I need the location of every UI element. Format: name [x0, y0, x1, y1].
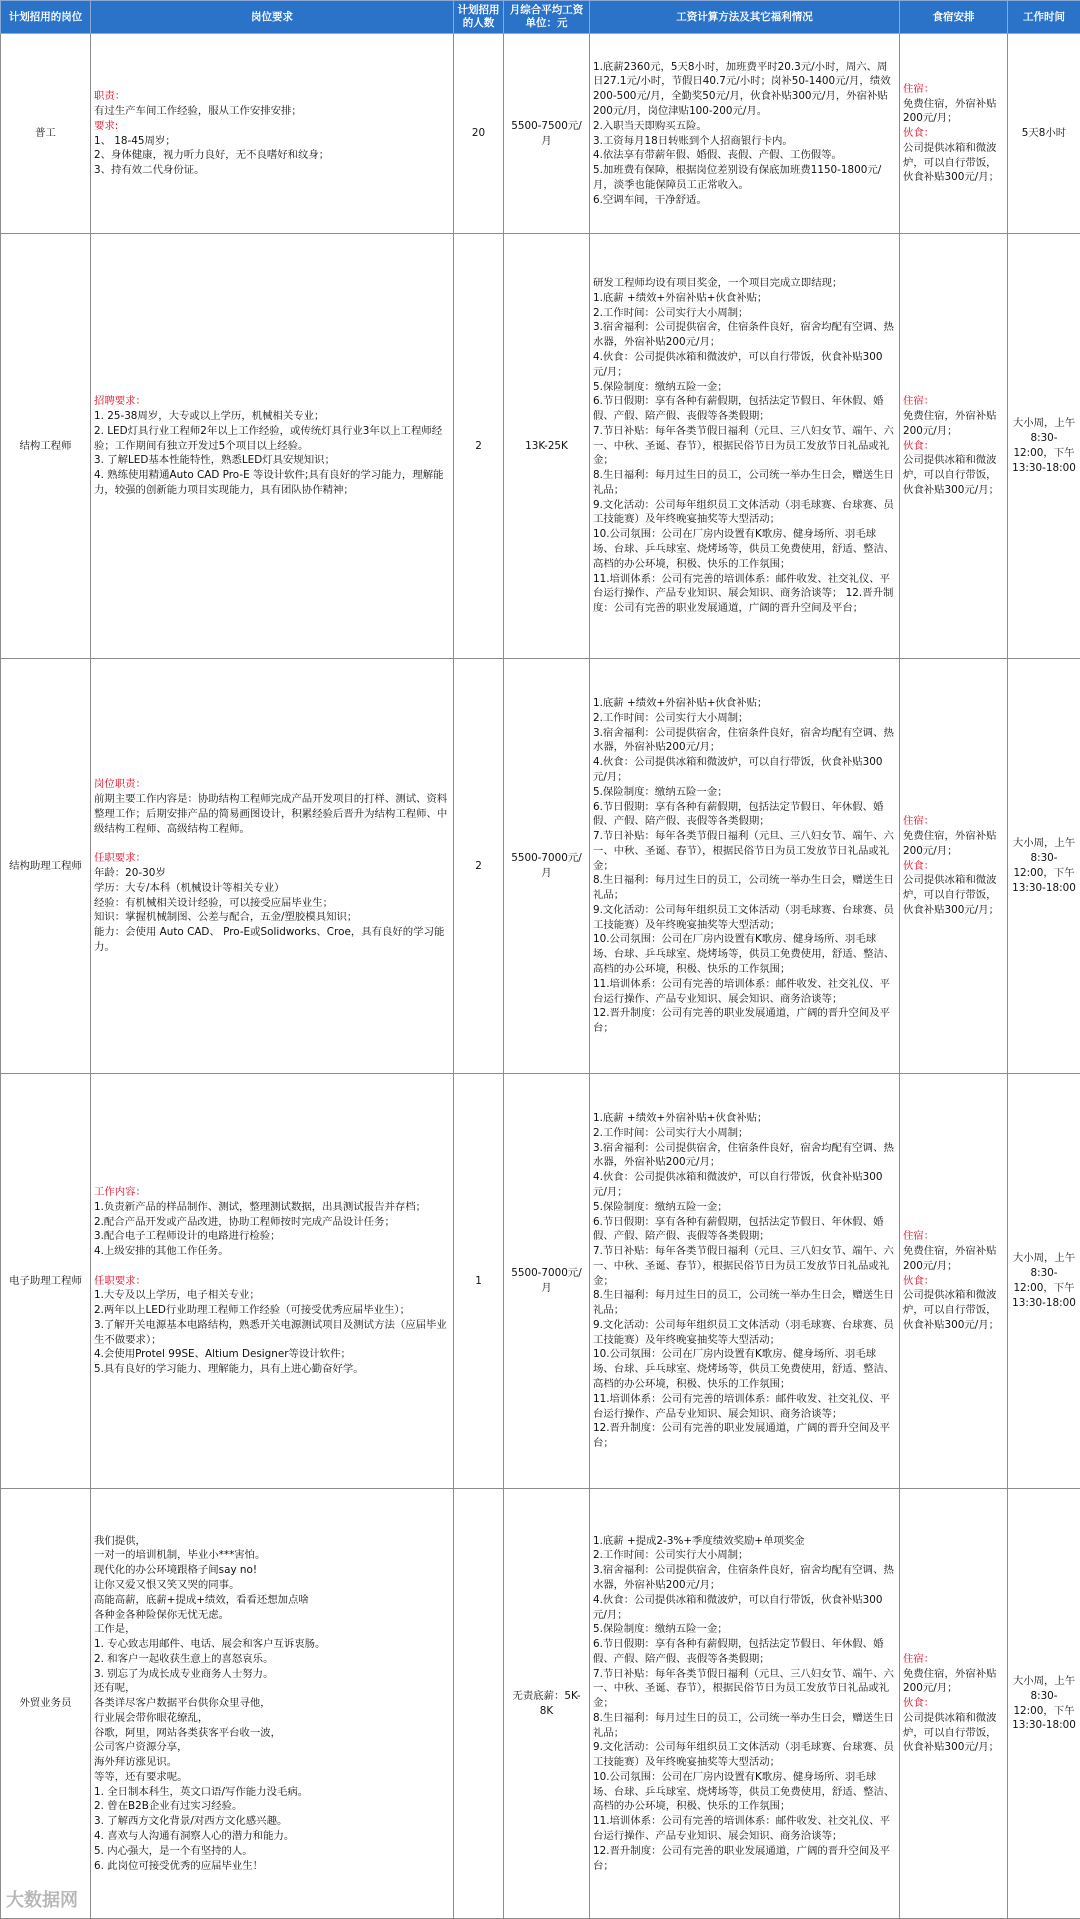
salary-cell: 5500-7500元/月	[504, 34, 590, 234]
food-text: 公司提供冰箱和微波炉，可以自行带饭，伙食补贴300元/月；	[903, 1711, 1004, 1755]
salary-cell: 13K-25K	[504, 234, 590, 659]
requirements-heading: 任职要求：	[94, 1259, 450, 1289]
requirements-text: 年龄：20-30岁 学历：大专/本科（机械设计等相关专业） 经验：有机械相关设计经验，可以接受应届毕业生； 知识：掌握机械制图、公差与配合，五金/塑胶模具知识； 能力：会使用 Auto CAD、 Pro-E或Solidworks、Croe，具有良好的学习能力。	[94, 866, 450, 955]
requirements-text: 1、 18-45周岁； 2、身体健康，视力听力良好，无不良嗜好和纹身； 3、持有效二代身份证。	[94, 134, 450, 178]
food-text: 公司提供冰箱和微波炉，可以自行带饭，伙食补贴300元/月；	[903, 1288, 1004, 1332]
header-benefits: 工资计算方法及其它福利情况	[590, 1, 900, 34]
hours-cell: 大小周，上午8:30-12:00，下午13:30-18:00	[1008, 1489, 1080, 1919]
requirements-heading: 工作内容：	[94, 1185, 450, 1200]
requirements-text: 我们提供， 一对一的培训机制，毕业小***害怕。 现代化的办公环境跟格子间say no! 让你又爱又恨又笑又哭的同事。 高能高薪，底薪+提成+绩效，看看还想加点啥 各种金各种险保你无忧无虑。 工作是， 1. 专心致志用邮件、电话、展会和客户互诉衷肠。 2. 和客户一起收获生意上的喜怒哀乐。 3. 别忘了为成长成专业商务人士努力。 还有呢， 各类详尽客户数据平台供你众里寻他， 行业展会带你眼花缭乱， 谷歌，阿里，网站各类获客平台收一波， 公司客户资源分享， 海外拜访涨见识。 等等，还有要求呢。 1. 全日制本科生，英文口语/写作能力没毛病。 2. 曾在B2B企业有过实习经验。 3. 了解西方文化背景/对西方文化感兴趣。 4. 喜欢与人沟通有洞察人心的潜力和能力。 5. 内心强大，是一个有坚持的人。 6. 此岗位可接受优秀的应届毕业生！	[94, 1534, 450, 1874]
header-requirements: 岗位要求	[91, 1, 454, 34]
food-cell	[900, 1489, 1008, 1919]
table-row	[1, 1489, 1080, 1919]
table-row	[1, 234, 1080, 659]
requirements-text: 1.大专及以上学历，电子相关专业； 2.两年以上LED行业助理工程师工作经验（可接受优秀应届毕业生）； 3.了解开关电源基本电路结构，熟悉开关电源测试项目及测试方法（应届毕业生不做要求）； 4.会使用Protel 99SE、Altium Designer等设计软件； 5.具有良好的学习能力、理解能力，具有上进心勤奋好学。	[94, 1288, 450, 1377]
count-cell: 2	[454, 234, 504, 659]
benefits-cell: 研发工程师均设有项目奖金，一个项目完成立即结现； 1.底薪 +绩效+外宿补贴+伙食补贴； 2.工作时间：公司实行大小周制； 3.宿舍福利：公司提供宿舍，住宿条件良好，宿舍均配有空调、热水器，外宿补贴200元/月； 4.伙食：公司提供冰箱和微波炉，可以自行带饭，伙食补贴300元/月； 5.保险制度：缴纳五险一金； 6.节日假期：享有各种有薪假期，包括法定节假日、年休假、婚假、产假、陪产假、丧假等各类假期； 7.节日补贴：每年各类节假日福利（元旦、三八妇女节、端午、六一、中秋、圣诞、春节），根据民俗节日为员工发放节日礼品或礼金； 8.生日福利：每月过生日的员工，公司统一举办生日会，赠送生日礼品； 9.文化活动：公司每年组织员工文体活动（羽毛球赛、台球赛、员工技能赛）及年终晚宴抽奖等大型活动； 10.公司氛围：公司在厂房内设置有K歌房、健身场所、羽毛球场、台球、乒乓球室、烧烤场等，供员工免费使用，舒适、整洁、高档的办公环境，积极、快乐的工作氛围； 11.培训体系：公司有完善的培训体系：邮件收发、社交礼仪、平台运行操作、产品专业知识、展会知识、商务洽谈等； 12.晋升制度：公司有完善的职业发展通道，广阔的晋升空间及平台；	[590, 234, 900, 659]
header-food: 食宿安排	[900, 1, 1008, 34]
hours-cell: 大小周，上午8:30-12:00，下午13:30-18:00	[1008, 234, 1080, 659]
requirements-cell	[91, 1489, 454, 1919]
requirements-heading: 岗位职责：	[94, 777, 450, 792]
requirements-text: 有过生产车间工作经验，服从工作安排安排；	[94, 104, 450, 119]
count-cell	[454, 1489, 504, 1919]
position-cell: 结构助理工程师	[1, 659, 91, 1074]
benefits-cell: 1.底薪 +绩效+外宿补贴+伙食补贴； 2.工作时间：公司实行大小周制； 3.宿舍福利：公司提供宿舍，住宿条件良好，宿舍均配有空调、热水器，外宿补贴200元/月； 4.伙食：公司提供冰箱和微波炉，可以自行带饭，伙食补贴300元/月； 5.保险制度：缴纳五险一金； 6.节日假期：享有各种有薪假期，包括法定节假日、年休假、婚假、产假、陪产假、丧假等各类假期； 7.节日补贴：每年各类节假日福利（元旦、三八妇女节、端午、六一、中秋、圣诞、春节），根据民俗节日为员工发放节日礼品或礼金； 8.生日福利：每月过生日的员工，公司统一举办生日会，赠送生日礼品； 9.文化活动：公司每年组织员工文体活动（羽毛球赛、台球赛、员工技能赛）及年终晚宴抽奖等大型活动； 10.公司氛围：公司在厂房内设置有K歌房、健身场所、羽毛球场、台球、乒乓球室、烧烤场等，供员工免费使用，舒适、整洁、高档的办公环境，积极、快乐的工作氛围； 11.培训体系：公司有完善的培训体系：邮件收发、社交礼仪、平台运行操作、产品专业知识、展会知识、商务洽谈等； 12.晋升制度：公司有完善的职业发展通道，广阔的晋升空间及平台；	[590, 659, 900, 1074]
food-text: 免费住宿，外宿补贴200元/月；	[903, 1667, 1004, 1697]
table-row	[1, 659, 1080, 1074]
position-cell: 普工	[1, 34, 91, 234]
food-heading: 住宿：	[903, 1229, 1004, 1244]
position-cell: 电子助理工程师	[1, 1074, 91, 1489]
benefits-cell: 1.底薪2360元，5天8小时，加班费平时20.3元/小时，周六、周日27.1元/小时，节假日40.7元/小时；岗补50-1400元/月，绩效200-500元/月，全勤奖50元/月，伙食补贴300元/月，外宿补贴200元/月，岗位津贴100-200元/月。 2.入职当天即购买五险。 3.工资每月18日转账到个人招商银行卡内。 4.依法享有带薪年假、婚假、丧假、产假、工伤假等。 5.加班费有保障，根据岗位差别设有保底加班费1150-1800元/月，淡季也能保障员工正常收入。 6.空调车间，干净舒适。	[590, 34, 900, 234]
requirements-heading: 招聘要求：	[94, 394, 450, 409]
food-heading: 伙食：	[903, 126, 1004, 141]
header-count: 计划招用的人数	[454, 1, 504, 34]
food-text: 公司提供冰箱和微波炉，可以自行带饭，伙食补贴300元/月；	[903, 141, 1004, 185]
food-cell	[900, 1074, 1008, 1489]
food-text: 免费住宿，外宿补贴200元/月；	[903, 97, 1004, 127]
count-cell: 2	[454, 659, 504, 1074]
food-heading: 伙食：	[903, 439, 1004, 454]
benefits-cell: 1.底薪 +提成2-3%+季度绩效奖励+单项奖金 2.工作时间：公司实行大小周制； 3.宿舍福利：公司提供宿舍，住宿条件良好，宿舍均配有空调、热水器，外宿补贴200元/月； 4.伙食：公司提供冰箱和微波炉，可以自行带饭，伙食补贴300元/月； 5.保险制度：缴纳五险一金； 6.节日假期：享有各种有薪假期，包括法定节假日、年休假、婚假、产假、陪产假、丧假等各类假期； 7.节日补贴：每年各类节假日福利（元旦、三八妇女节、端午、六一、中秋、圣诞、春节），根据民俗节日为员工发放节日礼品或礼金； 8.生日福利：每月过生日的员工，公司统一举办生日会，赠送生日礼品； 9.文化活动：公司每年组织员工文体活动（羽毛球赛、台球赛、员工技能赛）及年终晚宴抽奖等大型活动； 10.公司氛围：公司在厂房内设置有K歌房、健身场所、羽毛球场、台球、乒乓球室、烧烤场等，供员工免费使用，舒适、整洁、高档的办公环境，积极、快乐的工作氛围； 11.培训体系：公司有完善的培训体系：邮件收发、社交礼仪、平台运行操作、产品专业知识、展会知识、商务洽谈等； 12.晋升制度：公司有完善的职业发展通道，广阔的晋升空间及平台；	[590, 1489, 900, 1919]
food-heading: 伙食：	[903, 1274, 1004, 1289]
food-heading: 住宿：	[903, 82, 1004, 97]
header-hours: 工作时间	[1008, 1, 1080, 34]
position-cell: 外贸业务员	[1, 1489, 91, 1919]
salary-cell: 5500-7000元/月	[504, 1074, 590, 1489]
food-heading: 伙食：	[903, 1696, 1004, 1711]
watermark: 大数据网	[6, 1886, 78, 1912]
food-text: 公司提供冰箱和微波炉，可以自行带饭，伙食补贴300元/月；	[903, 873, 1004, 917]
header-position: 计划招用的岗位	[1, 1, 91, 34]
hours-cell: 5天8小时	[1008, 34, 1080, 234]
requirements-text: 1.负责新产品的样品制作、测试，整理测试数据，出具测试报告并存档； 2.配合产品开发或产品改进，协助工程师按时完成产品设计任务； 3.配合电子工程师设计的电路进行检验； 4.上级安排的其他工作任务。	[94, 1200, 450, 1259]
food-text: 免费住宿，外宿补贴200元/月；	[903, 829, 1004, 859]
food-heading: 住宿：	[903, 394, 1004, 409]
food-heading: 住宿：	[903, 814, 1004, 829]
requirements-cell	[91, 1074, 454, 1489]
hours-cell: 大小周，上午8:30-12:00，下午13:30-18:00	[1008, 1074, 1080, 1489]
food-heading: 住宿：	[903, 1652, 1004, 1667]
requirements-cell	[91, 659, 454, 1074]
header-salary: 月综合平均工资单位：元	[504, 1, 590, 34]
position-cell: 结构工程师	[1, 234, 91, 659]
salary-cell: 5500-7000元/月	[504, 659, 590, 1074]
requirements-heading: 任职要求：	[94, 836, 450, 866]
food-cell	[900, 659, 1008, 1074]
food-cell	[900, 234, 1008, 659]
food-cell	[900, 34, 1008, 234]
requirements-cell	[91, 34, 454, 234]
requirements-text: 前期主要工作内容是：协助结构工程师完成产品开发项目的打样、测试、资料整理工作；后期安排产品的简易画图设计，积累经验后晋升为结构工程师、中级结构工程师、高级结构工程师。	[94, 792, 450, 836]
count-cell: 1	[454, 1074, 504, 1489]
food-text: 免费住宿，外宿补贴200元/月；	[903, 1244, 1004, 1274]
table-row	[1, 34, 1080, 234]
food-heading: 伙食：	[903, 859, 1004, 874]
food-text: 免费住宿，外宿补贴200元/月；	[903, 409, 1004, 439]
benefits-cell: 1.底薪 +绩效+外宿补贴+伙食补贴； 2.工作时间：公司实行大小周制； 3.宿舍福利：公司提供宿舍，住宿条件良好，宿舍均配有空调、热水器，外宿补贴200元/月； 4.伙食：公司提供冰箱和微波炉，可以自行带饭，伙食补贴300元/月； 5.保险制度：缴纳五险一金； 6.节日假期：享有各种有薪假期，包括法定节假日、年休假、婚假、产假、陪产假、丧假等各类假期； 7.节日补贴：每年各类节假日福利（元旦、三八妇女节、端午、六一、中秋、圣诞、春节），根据民俗节日为员工发放节日礼品或礼金； 8.生日福利：每月过生日的员工，公司统一举办生日会，赠送生日礼品； 9.文化活动：公司每年组织员工文体活动（羽毛球赛、台球赛、员工技能赛）及年终晚宴抽奖等大型活动； 10.公司氛围：公司在厂房内设置有K歌房、健身场所、羽毛球场、台球、乒乓球室、烧烤场等，供员工免费使用，舒适、整洁、高档的办公环境，积极、快乐的工作氛围； 11.培训体系：公司有完善的培训体系：邮件收发、社交礼仪、平台运行操作、产品专业知识、展会知识、商务洽谈等； 12.晋升制度：公司有完善的职业发展通道，广阔的晋升空间及平台；	[590, 1074, 900, 1489]
hours-cell: 大小周，上午8:30-12:00，下午13:30-18:00	[1008, 659, 1080, 1074]
requirements-heading: 要求:	[94, 119, 450, 134]
header-row	[1, 1, 1080, 34]
requirements-text: 1. 25-38周岁，大专或以上学历，机械相关专业； 2. LED灯具行业工程师2年以上工作经验，或传统灯具行业3年以上工程师经验；工作期间有独立开发过5个项目以上经验。 3. 了解LED基本性能特性，熟悉LED灯具安规知识； 4. 熟练使用精通Auto CAD Pro-E 等设计软件;具有良好的学习能力，理解能力，较强的创新能力项目实现能力，具有团队协作精神；	[94, 409, 450, 498]
count-cell: 20	[454, 34, 504, 234]
salary-cell: 无责底薪：5K-8K	[504, 1489, 590, 1919]
requirements-heading: 职责：	[94, 89, 450, 104]
table-row	[1, 1074, 1080, 1489]
requirements-cell	[91, 234, 454, 659]
food-text: 公司提供冰箱和微波炉，可以自行带饭，伙食补贴300元/月；	[903, 453, 1004, 497]
